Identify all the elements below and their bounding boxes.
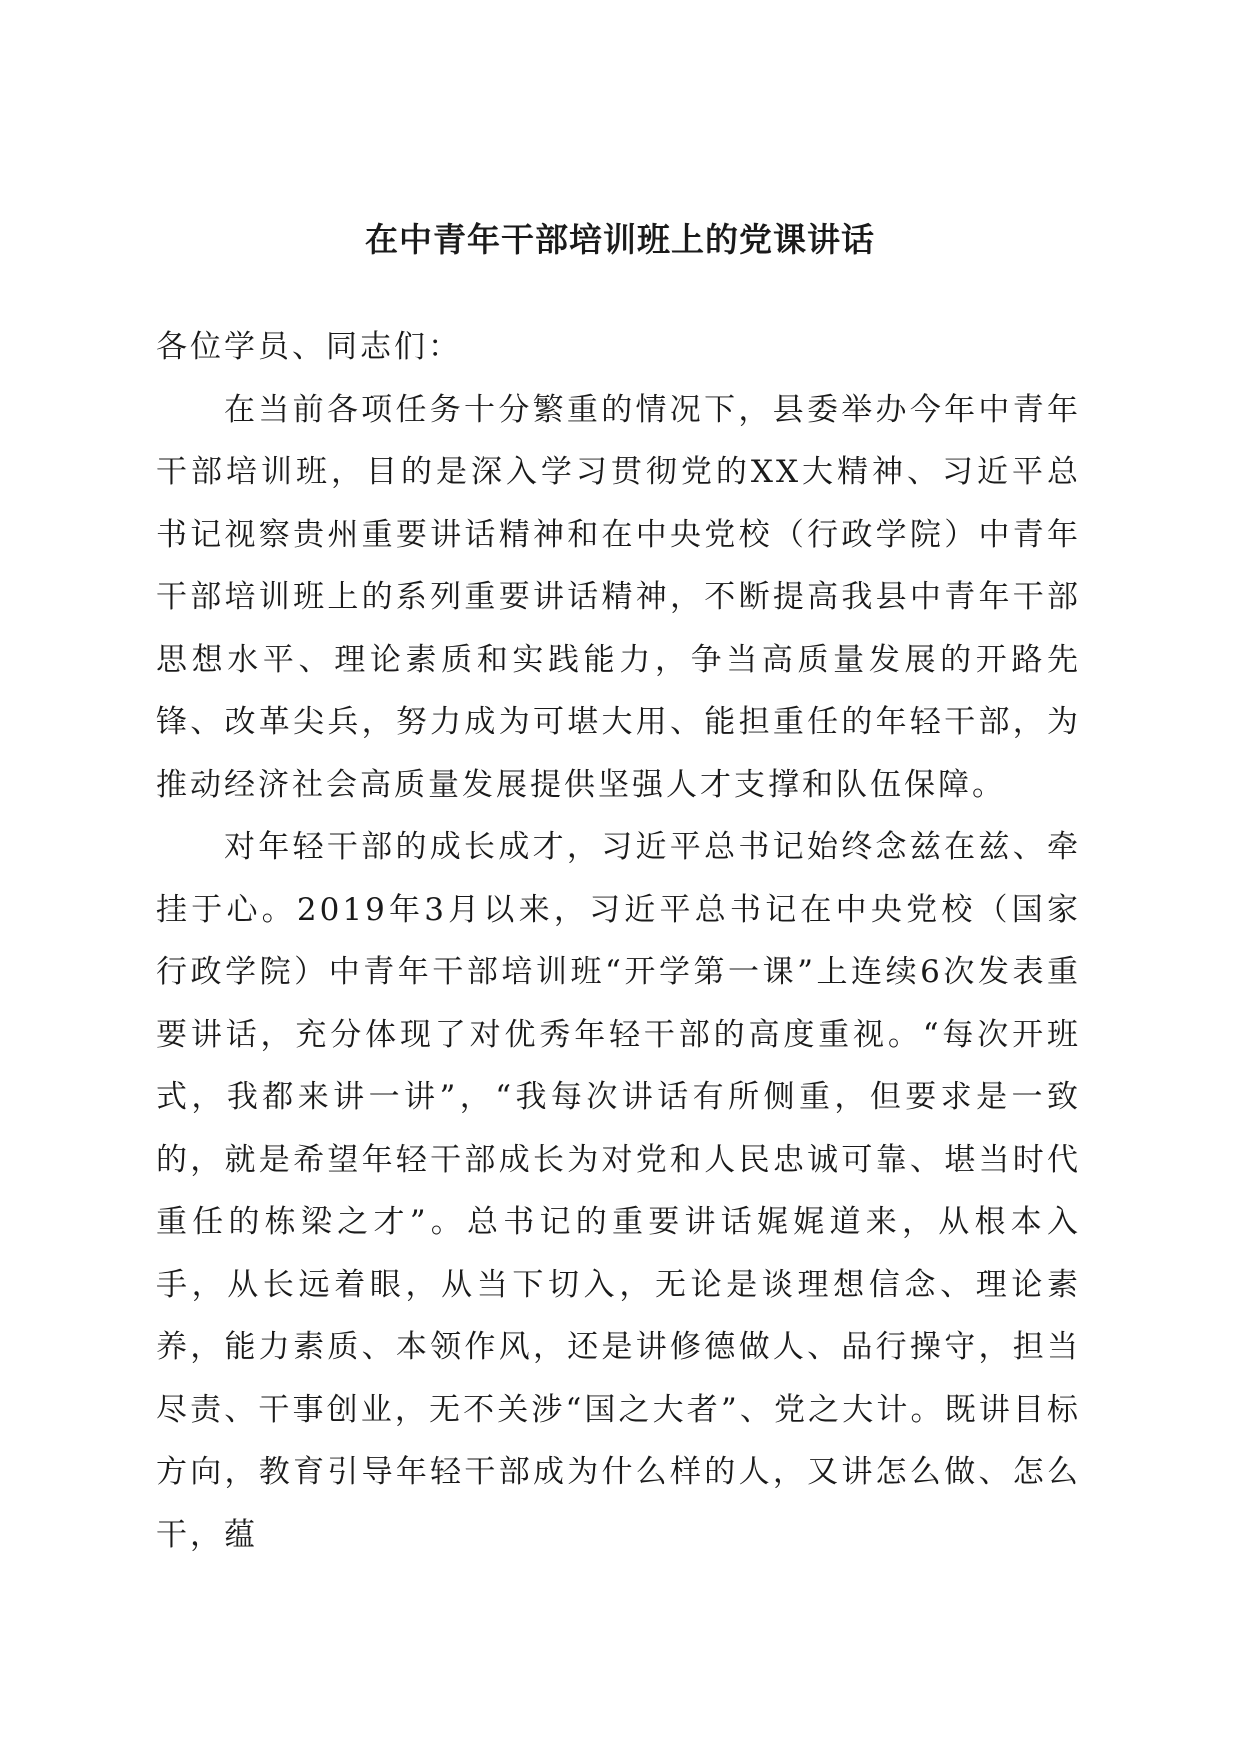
document-body: [156, 316, 1081, 1566]
paragraph: 对年轻干部的成长成才，习近平总书记始终念兹在兹、牵挂于心。2019年3月以来，习近平总书记在中央党校（国家行政学院）中青年干部培训班“开学第一课”上连续6次发表重要讲话，充分体现了对优秀年轻干部的高度重视。“每次开班式，我都来讲一讲”，“我每次讲话有所侧重，但要求是一致的，就是希望年轻干部成长为对党和人民忠诚可靠、堪当时代重任的栋梁之才”。总书记的重要讲话娓娓道来，从根本入手，从长远着眼，从当下切入，无论是谈理想信念、理论素养，能力素质、本领作风，还是讲修德做人、品行操守，担当尽责、干事创业，无不关涉“国之大者”、党之大计。既讲目标方向，教育引导年轻干部成为什么样的人，又讲怎么做、怎么干，蕴: [156, 829, 1081, 1553]
document-title: 在中青年干部培训班上的党课讲话: [365, 220, 875, 259]
paragraph: 在当前各项任务十分繁重的情况下，县委举办今年中青年干部培训班，目的是深入学习贯彻党的XX大精神、习近平总书记视察贵州重要讲话精神和在中央党校（行政学院）中青年干部培训班上的系列重要讲话精神，不断提高我县中青年干部思想水平、理论素质和实践能力，争当高质量发展的开路先锋、改革尖兵，努力成为可堪大用、能担重任的年轻干部，为推动经济社会高质量发展提供坚强人才支撑和队伍保障。: [156, 391, 1081, 803]
salutation: 各位学员、同志们：: [156, 329, 462, 365]
